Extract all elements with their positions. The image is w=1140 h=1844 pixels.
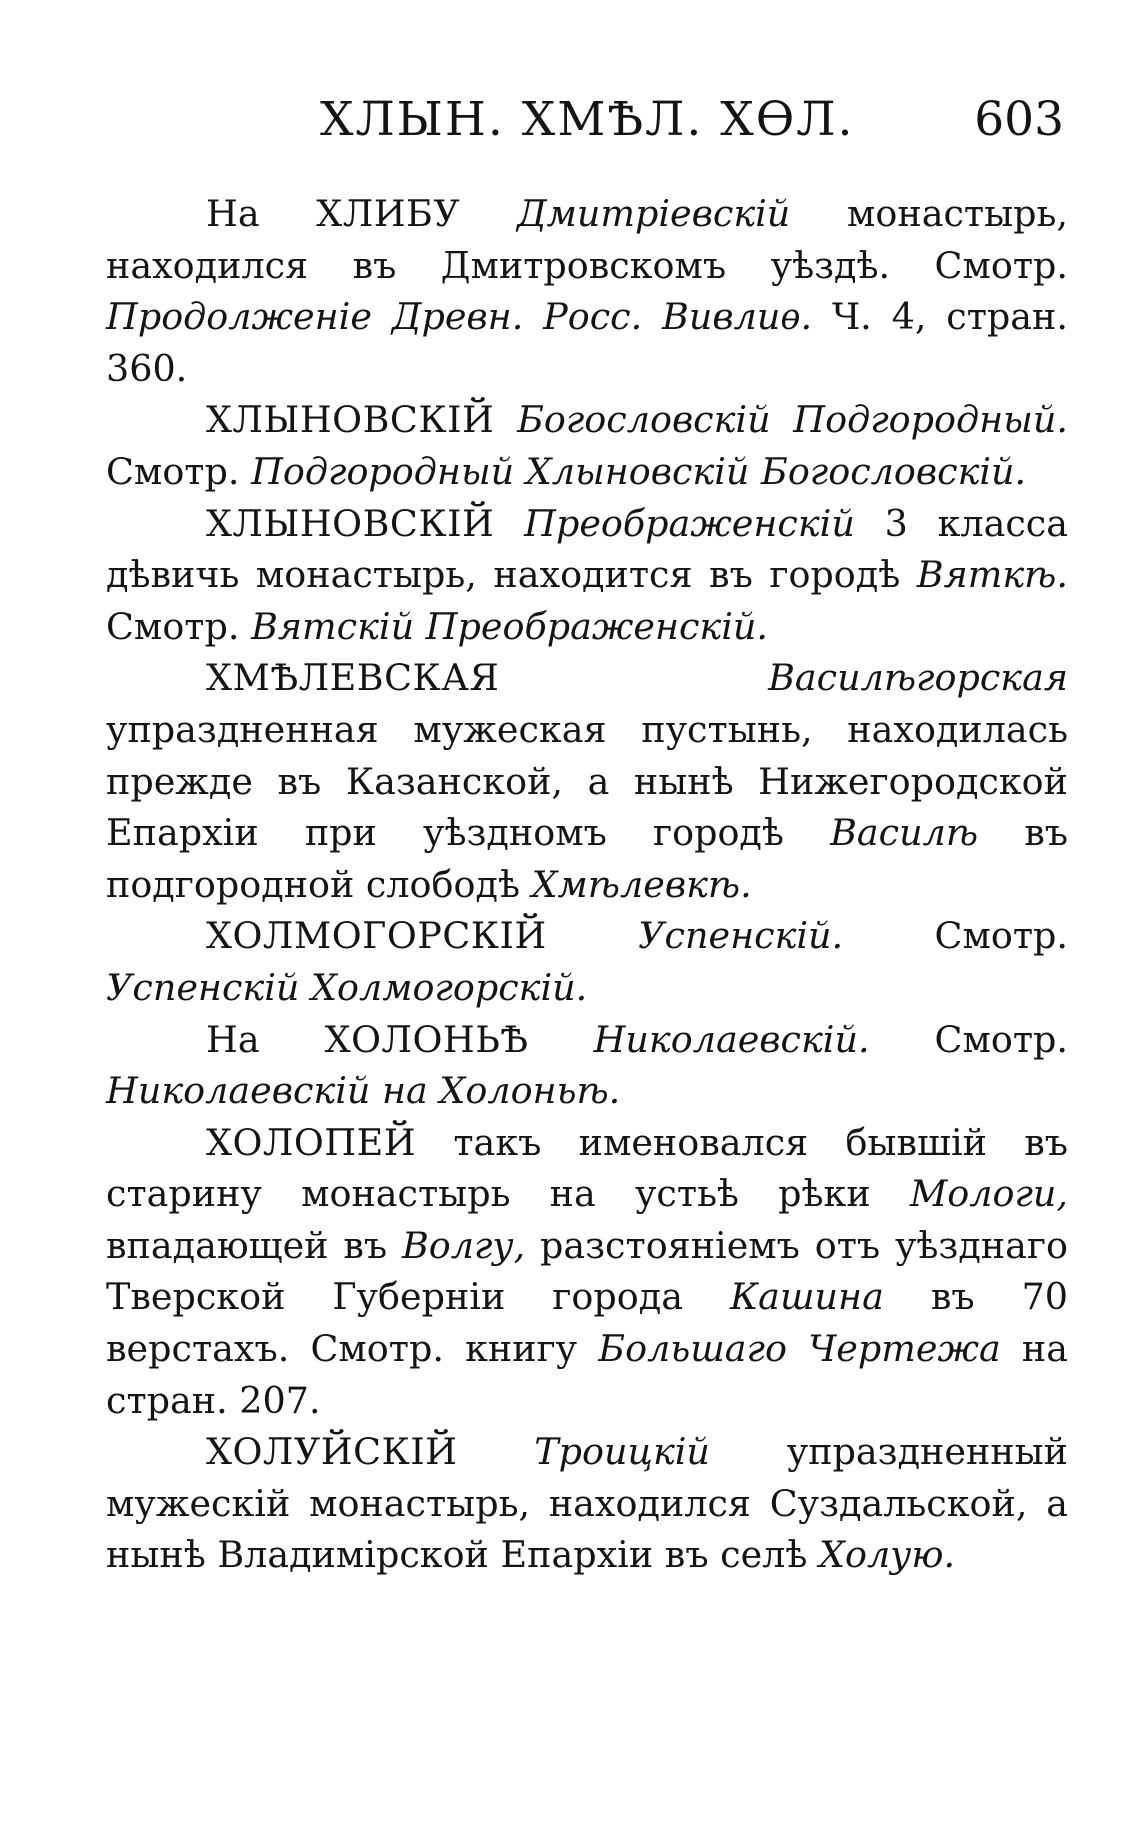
entry-italic-name: Богословскій Подгородный. xyxy=(517,398,1069,442)
entry-headword: ХОЛОНЬѢ xyxy=(324,1017,529,1061)
entry-italic-place: Василѣ xyxy=(830,811,979,855)
entry-headword: ХЛЫНОВСКІЙ xyxy=(206,501,495,545)
entry-italic-place: Мологи, xyxy=(909,1172,1068,1216)
entry-headword: ХОЛУЙСКІЙ xyxy=(206,1430,458,1474)
entry-headword: ХМѢЛЕВСКАЯ xyxy=(206,656,500,700)
running-head: ХЛЫН. ХМѢЛ. ХѲЛ. xyxy=(320,92,855,147)
entry-italic-place: Волгу, xyxy=(401,1223,526,1267)
entry-kholopey: ХОЛОПЕЙ такъ именовался бывшій въ старину монастырь на устьѣ рѣки Мологи, впадающей въ Волгу, разстояніемъ отъ уѣзднаго Тверской Губерніи города Кашина въ 70 верстахъ. Смотр. книгу Большаго Чертежа на стран. 207. xyxy=(106,1120,1069,1422)
entry-reference: Продолженіе Древн. Росс. Вивлиѳ. xyxy=(106,295,813,339)
entry-italic-name: Дмитріевскій xyxy=(516,192,791,235)
entry-headword: ХЛИБУ xyxy=(316,192,461,235)
entry-reference: Большаго Чертежа xyxy=(598,1327,1001,1371)
entry-kholonye: На ХОЛОНЬѢ Николаевскій. Смотр. Николаевскій на Холоньѣ. xyxy=(106,1017,1069,1113)
entry-khlynovsky-bogoslovsky: ХЛЫНОВСКІЙ Богословскій Подгородный. Смотр. Подгородный Хлыновскій Богословскій. xyxy=(106,398,1069,493)
entry-kholuysky: ХОЛУЙСКІЙ Троицкій упраздненный мужескій монастырь, находился Суздальской, а нынѣ Владимірской Епархіи въ селѣ Холую. xyxy=(106,1430,1068,1577)
entry-khmelevskaya: ХМѢЛЕВСКАЯ Василѣгорская упраздненная мужеская пустынь, находилась прежде въ Казанской, а нынѣ Нижегородской Епархіи при уѣздномъ городѣ Василѣ въ подгородной слободѣ Хмѣлевкѣ. xyxy=(106,656,1068,906)
entry-headword: ХЛЫНОВСКІЙ xyxy=(206,398,495,442)
entry-khlynovsky-preobrazhensky: ХЛЫНОВСКІЙ Преображенскій 3 класса дѣвичь монастырь, находится въ городѣ Вяткѣ. Смотр. Вятскій Преображенскій. xyxy=(106,501,1068,648)
entry-reference: Подгородный Хлыновскій Богословскій. xyxy=(251,449,1027,493)
entry-italic-name: Преображенскій xyxy=(524,501,855,545)
entry-italic-place: Кашина xyxy=(729,1275,884,1319)
entry-italic-name: Николаевскій. xyxy=(593,1017,870,1061)
entry-reference: Успенскій Холмогорскій. xyxy=(106,965,588,1009)
entry-kholmogorsky: ХОЛМОГОРСКІЙ Успенскій. Смотр. Успенскій Холмогорскій. xyxy=(106,914,1069,1009)
entry-headword: ХОЛОПЕЙ xyxy=(206,1120,417,1164)
entry-italic-name: Василѣгорская xyxy=(768,656,1068,700)
dictionary-body xyxy=(106,188,1068,1581)
entry-headword: ХОЛМОГОРСКІЙ xyxy=(206,914,547,958)
entry-italic-place: Вяткѣ. xyxy=(916,553,1068,597)
entry-reference: Николаевскій на Холоньѣ. xyxy=(106,1069,621,1113)
entry-italic-place: Хмѣлевкѣ. xyxy=(531,862,752,906)
entry-reference: Вятскій Преображенскій. xyxy=(251,604,769,648)
entry-italic-name: Троицкій xyxy=(534,1430,710,1474)
page-number: 603 xyxy=(974,92,1064,147)
page-header xyxy=(0,92,1140,152)
entry-khlibu: На ХЛИБУ Дмитріевскій монастырь, находился въ Дмитровскомъ уѣздѣ. Смотр. Продолженіе Древн. Росс. Вивлиѳ. Ч. 4, стран. 360. xyxy=(106,192,1068,390)
entry-italic-place: Холую. xyxy=(818,1533,956,1577)
entry-italic-name: Успенскій. xyxy=(638,914,844,958)
